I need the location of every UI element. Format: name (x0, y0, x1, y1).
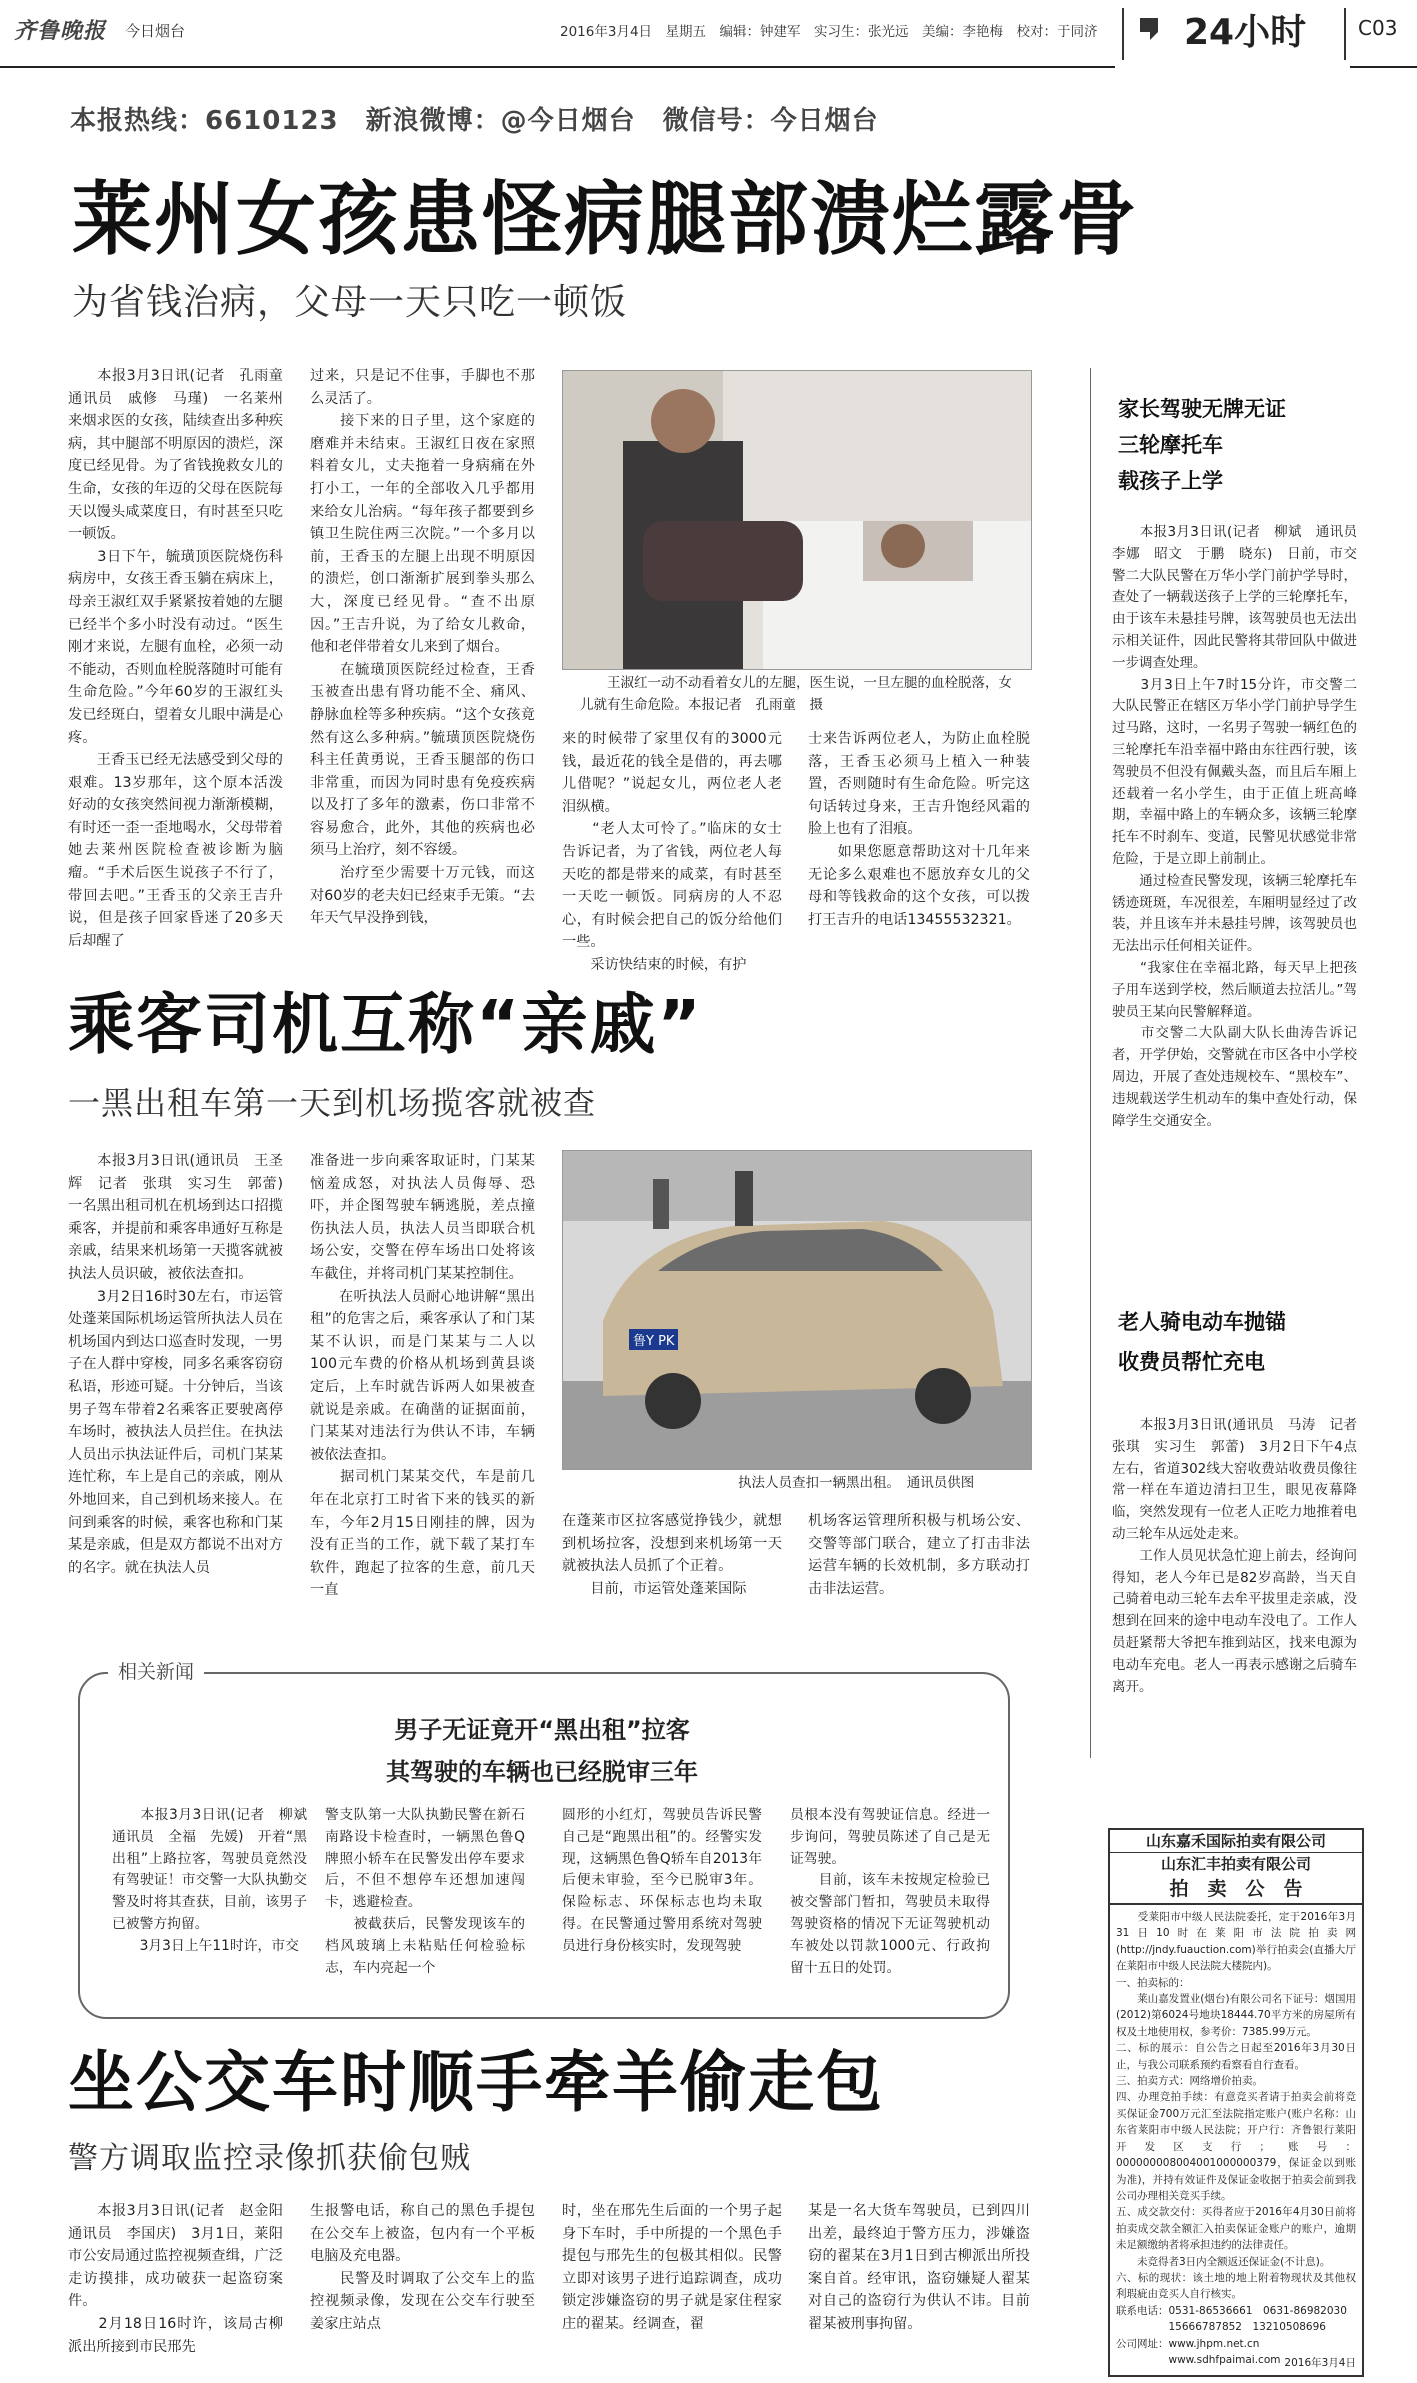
auction-date: 2016年3月4日 (1284, 2356, 1356, 2369)
sidebar-divider (1090, 368, 1091, 1758)
side2-title-line1: 老人骑电动车抛锚 (1118, 1310, 1286, 1334)
story1-column-4: 士来告诉两位老人，为防止血栓脱落，王香玉必须马上植入一种装置，否则随时有生命危险。听完这句话转过身来，王吉升饱经风霜的脸上也有了泪痕。 如果您愿意帮助这对十几年来无论多么艰难也不愿放弃女儿的父母和等钱救命的这个女孩，可以拨打王吉升的电话13455532321。 (808, 731, 1030, 928)
related-title-line1: 男子无证竟开“黑出租”拉客 (394, 1716, 690, 1744)
auction-body: 受莱阳市中级人民法院委托，定于2016年3月31日10时在莱阳市法院拍卖网(http://jndy.fuauction.com)举行拍卖会(直播大厅在莱阳市中级人民法院大楼院内)。 一、拍卖标的： 莱山嘉发置业(烟台)有限公司名下证号：烟国用(2012)第6024号地块18444.70平方米的房屋所有权及土地使用权，参考价：7385.99万元。 二、标的展示：自公告之日起至2016年3月30日止，与我公司联系预约看察看自行查看。 三、拍卖方式：网络增价拍卖。 四、办理竞拍手续：有意竞买者请于拍卖会前将竞买保证金700万元汇至法院指定账户(账户名称：山东省莱阳市中级人民法院；开户行：齐鲁银行莱阳开发区支行；账号：000000008004001000000379，保证金以到账为准)，并持有效证件及保证金收据于拍卖会前到我公司办理相关竞买手续。 五、成交款交付：买得者应于2016年4月30日前将拍卖成交款全额汇入拍卖保证金账户的账户，逾期未足额缴纳者将承担违约的法律责任。 未竞得者3日内全额返还保证金(不计息)。 六、标的现状：该土地的地上附着物现状及其他权利瑕疵由竞买人自行核实。 联系电话：0531-86536661 0631-86982030 15666787852 13210508696 公司网址：www.jhpm.net.cn www.sdhfpaimai.com (1116, 1911, 1356, 2366)
license-plate: 鲁Y PK (629, 1329, 678, 1350)
auction-company-2: 山东汇丰拍卖有限公司 (1160, 1855, 1311, 1873)
story3-column-2: 生报警电话，称自己的黑色手提包在公交车上被盗，包内有一个平板电脑及充电器。 民警及时调取了公交车上的监控视频录像，发现在公交车行驶至姜家庄站点 (310, 2203, 535, 2332)
side2-body: 本报3月3日讯(通讯员 马涛 记者 张琪 实习生 郭蕾) 3月2日下午4点左右，省道302线大窑收费站收费员像往常一样在车道边清扫卫生，眼见夜幕降临，突然发现有一位老人正吃力地推着电动三轮车从远处走来。 工作人员见状急忙迎上前去，经询问得知，老人今年已是82岁高龄，当天自己骑着电动三轮车去牟平拔里走亲戚，没想到在回来的途中电动车没电了。工作人员赶紧帮大爷把车推到站区，找来电源为电动车充电。老人一再表示感谢之后骑车离开。 (1112, 1417, 1357, 1695)
story1-column-3: 来的时候带了家里仅有的3000元钱，最近花的钱全是借的，再去哪儿借呢？”说起女儿，两位老人老泪纵横。 “老人太可怜了。”临床的女士告诉记者，为了省钱，两位老人每天吃的都是带来的咸菜，有时甚至一天吃一顿饭。同病房的人不忍心，有时候会把自己的饭分给他们一些。 采访快结束的时候，有护 (562, 731, 782, 973)
story2-column-1: 本报3月3日讯(通讯员 王圣辉 记者 张琪 实习生 郭蕾) 一名黑出租司机在机场到达口招揽乘客，并提前和乘客串通好互称是亲戚，结果来机场第一天揽客就被执法人员识破，被依法查扣。 3月2日16时30左右，市运管处蓬莱国际机场运管所执法人员在机场国内到达口巡查时发现，一男子在人群中穿梭，同多名乘客窃窃私语，形迹可疑。十分钟后，当该男子驾车带着2名乘客正要驶离停车场时，被执法人员拦住。在执法人员出示执法证件后，司机门某某连忙称，车上是自己的亲戚，刚从外地回来，自己到机场来接人。在问到乘客的时候，乘客也称和门某某是亲戚，但是双方都说不出对方的名字。就在执法人员 (68, 1153, 283, 1576)
hospital-room-photo-icon (563, 371, 1031, 669)
story3-column-3: 时，坐在邢先生后面的一个男子起身下车时，手中所提的一个黑色手提包与邢先生的包极其相似。民警立即对该男子进行追踪调查，成功锁定涉嫌盗窃的男子就是家住程家庄的翟某。经调查，翟 (562, 2203, 782, 2332)
related-column-1: 本报3月3日讯(记者 柳斌 通讯员 全福 先媛) 开着“黑出租”上路拉客，驾驶员竟然没有驾驶证！市交警一大队执勤交警及时将其查获，目前，该男子已被警方拘留。 3月3日上午11时许，市交 (112, 1807, 307, 1954)
masthead (0, 0, 1417, 72)
story3-subtitle: 警方调取监控录像抓获偷包贼 (68, 2141, 471, 2176)
side1-title-line2: 三轮摩托车 (1118, 433, 1223, 457)
car-photo-icon (563, 1151, 1031, 1469)
story1-photo-caption: 王淑红一动不动看着女儿的左腿，医生说，一旦左腿的血栓脱落，女儿就有生命危险。本报记者 孔雨童 摄 (580, 675, 1012, 713)
newspaper-logo: 齐鲁晚报 (14, 18, 107, 44)
section-badge (1122, 8, 1346, 60)
issue-info: 2016年3月4日 星期五 编辑：钟建军 实习生：张光远 美编：李艳梅 校对：于同济 (560, 24, 1098, 40)
auction-company-1: 山东嘉禾国际拍卖有限公司 (1110, 1830, 1362, 1853)
side1-body: 本报3月3日讯(记者 柳斌 通讯员 李娜 昭文 于鹏 晓东) 日前，市交警二大队民警在万华小学门前护学导时，查处了一辆载送孩子上学的三轮摩托车，由于该车未悬挂号牌，该驾驶员也无法出示相关证件，因此民警将其带回队中做进一步调查处理。 3月3日上午7时15分许，市交警二大队民警正在辖区万华小学门前护导学生过马路，这时，一名男子驾驶一辆红色的三轮摩托车沿幸福中路由东往西行驶，该驾驶员不但没有佩戴头盔，而且后车厢上还载着一名小学生，由于正值上班高峰期，幸福中路上的车辆众多，该辆三轮摩托车不时刹车、变道，民警见状感觉非常危险，于是立即上前制止。 通过检查民警发现，该辆三轮摩托车锈迹斑斑，车况很差，车厢明显经过了改装，并且该车并未悬挂号牌，该驾驶员也无法出示任何相关证件。 “我家住在幸福北路，每天早上把孩子用车送到学校，然后顺道去拉活儿。”驾驶员王某向民警解释道。 市交警二大队副大队长曲涛告诉记者，开学伊始，交警就在市区各中小学校周边，开展了查处违规校车、“黑校车”、违规载送学生机动车的集中查处行动，保障学生交通安全。 (1112, 524, 1357, 1129)
story3-column-1: 本报3月3日讯(记者 赵金阳 通讯员 李国庆) 3月1日，莱阳市公安局通过监控视频查缉，广泛走访摸排，成功破获一起盗窃案件。 2月18日16时许，该局古柳派出所接到市民邢先 (68, 2203, 283, 2355)
related-title-line2: 其驾驶的车辆也已经脱审三年 (386, 1758, 698, 1786)
story1-subtitle: 为省钱治病，父母一天只吃一顿饭 (72, 282, 628, 323)
story2-column-3: 在蓬莱市区拉客感觉挣钱少，就想到机场拉客，没想到来机场第一天就被执法人员抓了个正着。 目前，市运管处蓬莱国际 (562, 1513, 782, 1597)
story1-title: 莱州女孩患怪病腿部溃烂露骨 (72, 173, 1138, 266)
story1-column-1: 本报3月3日讯(记者 孔雨童 通讯员 戚修 马瑾) 一名莱州来烟求医的女孩，陆续查出多种疾病，其中腿部不明原因的溃烂，深度已经见骨。为了省钱挽救女儿的生命，女孩的年迈的父母在医院每天以馒头咸菜度日，有时甚至只吃一顿饭。 3日下午，毓璜顶医院烧伤科病房中，女孩王香玉躺在病床上，母亲王淑红双手紧紧按着她的左腿已经半个多小时没有动过。“医生刚才来说，左腿有血栓，必须一动不能动，否则血栓脱落随时可能有生命危险。”今年60岁的王淑红头发已经斑白，望着女儿眼中满是心疼。 王香玉已经无法感受到父母的艰难。13岁那年，这个原本活泼好动的女孩突然间视力渐渐模糊，有时还一歪一歪地喝水，父母带着她去莱州医院检查被诊断为脑瘤。“手术后医生说孩子不行了，带回去吧。”王香玉的父亲王吉升说，但是孩子回家昏迷了20多天后却醒了 (68, 368, 283, 949)
related-column-3: 圆形的小红灯，驾驶员告诉民警自己是“跑黑出租”的。经警实发现，这辆黑色鲁Q轿车自2013年后便未审验，至今已脱审3年。保险标志、环保标志也均未取得。在民警通过警用系统对驾驶员进行身份核实时，发现驾驶 (562, 1807, 762, 1954)
story1-photo (562, 370, 1032, 670)
section-badge-text: 24小时 (1184, 12, 1307, 53)
header-rule (0, 66, 1115, 68)
story1-column-2: 过来，只是记不住事，手脚也不那么灵活了。 接下来的日子里，这个家庭的磨难并未结束。王淑红日夜在家照料着女儿，丈夫拖着一身病痛在外打小工，一年的全部收入几乎都用来给女儿治病。“每年孩子都要到乡镇卫生院住两三次院。”一个多月以前，王香玉的左腿上出现不明原因的溃烂，创口渐渐扩展到拳头那么大，深度已经见骨。“查不出原因。”王吉升说，为了给女儿救命，他和老伴带着女儿来到了烟台。 在毓璜顶医院经过检查，王香玉被查出患有肾功能不全、痛风、静脉血栓等多种疾病。“这个女孩竟然有这么多种病。”毓璜顶医院烧伤科主任黄勇说，王香玉腿部的伤口非常重，而因为同时患有免疫疾病以及打了多年的激素，伤口非常不容易愈合，此外，其他的疾病也必须马上治疗，刻不容缓。 治疗至少需要十万元钱，而这对60岁的老夫妇已经束手无策。“去年天气早没挣到钱， (310, 368, 535, 927)
story2-column-4: 机场客运管理所积极与机场公安、交警等部门联合，建立了打击非法运营车辆的长效机制，多方联动打击非法运营。 (808, 1513, 1030, 1597)
header-rule-right (1350, 66, 1417, 68)
section-name: 今日烟台 (125, 22, 186, 40)
quote-mark-icon (1136, 14, 1166, 44)
story3-column-4: 某是一名大货车驾驶员，已到四川出差，最终迫于警方压力，涉嫌盗窃的翟某在3月1日到古柳派出所投案自首。经审讯，盗窃嫌疑人翟某对自己的盗窃行为供认不讳。目前翟某被刑事拘留。 (808, 2203, 1030, 2332)
hotline-bar: 本报热线：6610123 新浪微博：@今日烟台 微信号：今日烟台 (70, 106, 879, 136)
story2-column-2: 准备进一步向乘客取证时，门某某恼羞成怒，对执法人员侮辱、恐吓，并企图驾驶车辆逃脱，差点撞伤执法人员，执法人员当即联合机场公安，交警在停车场出口处将该车截住，并将司机门某某控制住。 在听执法人员耐心地讲解“黑出租”的危害之后，乘客承认了和门某某不认识，而是门某某与二人以100元车费的价格从机场到黄县谈定后，上车时就告诉两人如果被查就说是亲戚。在确凿的证据面前，门某某对违法行为供认不讳，车辆被依法查扣。 据司机门某某交代，车是前几年在北京打工时省下来的钱买的新车，今年2月15日刚挂的牌，因为没有正当的工作，就下载了某打车软件，跑起了拉客的生意，前几天一直 (310, 1153, 535, 1599)
side1-title-line3: 载孩子上学 (1118, 469, 1223, 493)
story2-photo-caption: 执法人员查扣一辆黑出租。 通讯员供图 (738, 1475, 975, 1491)
related-news-label: 相关新闻 (108, 1657, 204, 1684)
page-number: C03 (1358, 16, 1398, 40)
story2-title: 乘客司机互称“亲戚” (68, 986, 703, 1063)
side2-title-line2: 收费员帮忙充电 (1118, 1350, 1265, 1374)
auction-title: 拍 卖 公 告 (1110, 1875, 1362, 1905)
side1-title-line1: 家长驾驶无牌无证 (1118, 397, 1286, 421)
story2-subtitle: 一黑出租车第一天到机场揽客就被查 (68, 1084, 597, 1122)
related-column-4: 员根本没有驾驶证信息。经进一步询问，驾驶员陈述了自己是无证驾驶。 目前，该车未按规定检验已被交警部门暂扣，驾驶员未取得驾驶资格的情况下无证驾驶机动车被处以罚款1000元、行政拘留十五日的处罚。 (790, 1807, 990, 1976)
auction-notice (1108, 1828, 1364, 2377)
story3-title: 坐公交车时顺手牵羊偷走包 (68, 2044, 884, 2121)
story2-photo (562, 1150, 1032, 1470)
related-column-2: 警支队第一大队执勤民警在新石南路设卡检查时，一辆黑色鲁Q牌照小轿车在民警发出停车要求后，不但不想停车还想加速闯卡，逃避检查。 被截获后，民警发现该车的档风玻璃上未粘贴任何检验标志，车内亮起一个 (325, 1807, 525, 1976)
